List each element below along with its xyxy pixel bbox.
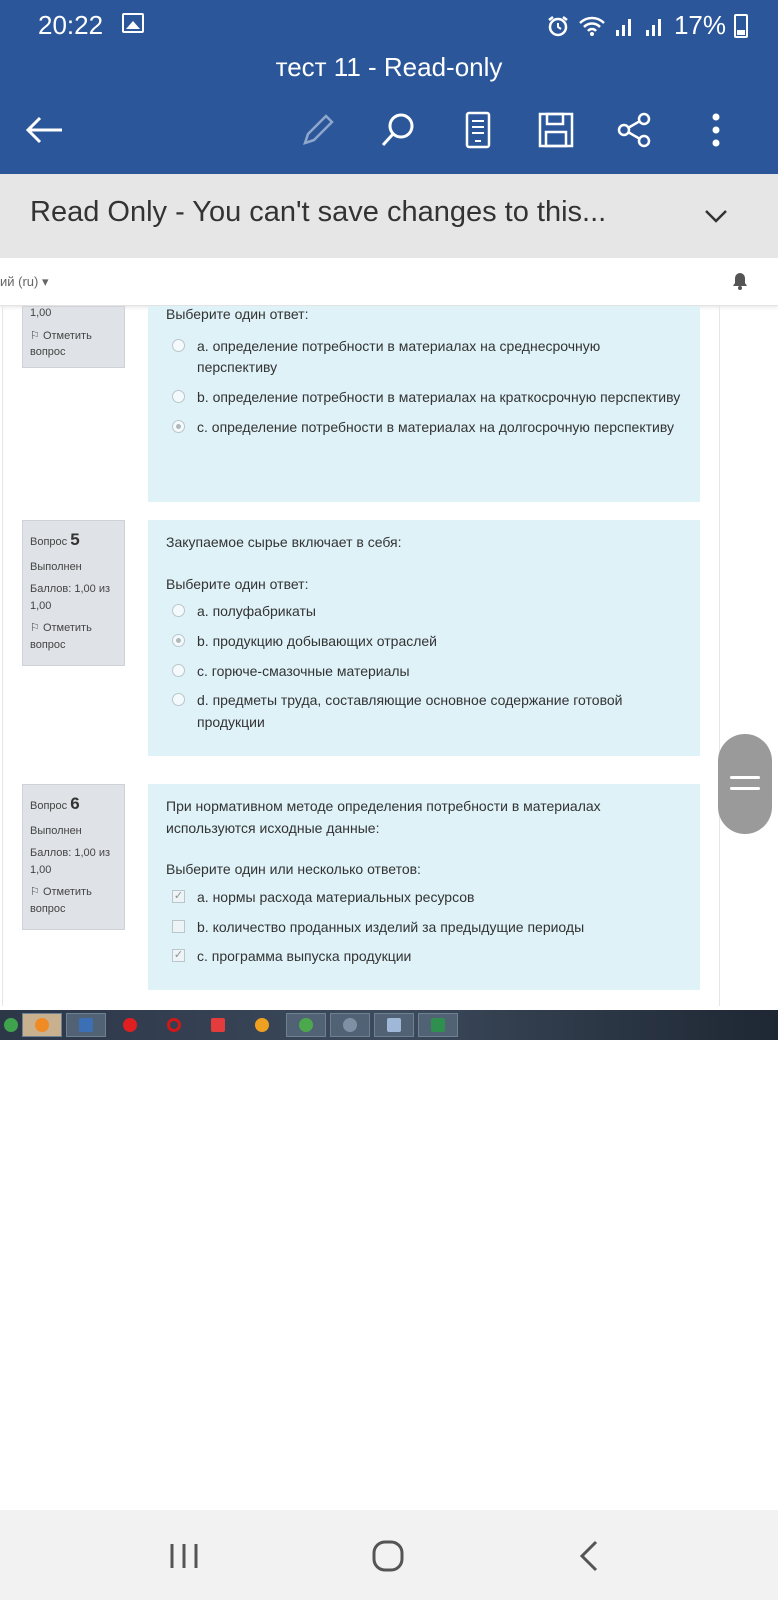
- question-label: Вопрос: [30, 536, 68, 548]
- save-button[interactable]: [534, 108, 578, 152]
- question-box-4: [148, 306, 700, 502]
- status-icons: [546, 10, 748, 41]
- radio-button[interactable]: [172, 339, 185, 352]
- search-icon: [379, 111, 417, 149]
- back-arrow-icon: [24, 115, 64, 145]
- edit-button[interactable]: [296, 108, 340, 152]
- radio-button-checked[interactable]: [172, 420, 185, 433]
- excel-icon: [431, 1018, 445, 1032]
- question-box-5: [148, 520, 700, 756]
- answer-text: a. полуфабрикаты: [197, 603, 316, 620]
- app-icon: [35, 1018, 49, 1032]
- back-nav-icon[interactable]: [570, 1538, 610, 1574]
- taskbar-app-5: [198, 1013, 238, 1037]
- scroll-handle[interactable]: [718, 734, 772, 834]
- wifi-icon: [578, 15, 606, 37]
- recent-apps-icon[interactable]: [164, 1538, 204, 1574]
- answer-option[interactable]: [172, 631, 682, 653]
- language-bar: [0, 258, 778, 306]
- question-text: При нормативном методе определения потребности в материалах используются исходные данные:: [166, 798, 601, 836]
- navigation-bar: [0, 1510, 778, 1600]
- battery-icon: [734, 14, 748, 38]
- question-score: Баллов: 1,00 из 1,00: [30, 847, 111, 876]
- radio-button[interactable]: [172, 390, 185, 403]
- question-text: Закупаемое сырье включает в себя:: [166, 534, 402, 550]
- radio-button[interactable]: [172, 693, 185, 706]
- read-only-text: Read Only - You can't save changes to this...: [30, 196, 607, 228]
- question-score: Баллов: 1,00 из 1,00: [30, 583, 111, 612]
- page-border-right: [719, 306, 720, 1006]
- radio-button[interactable]: [172, 664, 185, 677]
- flag-question-5[interactable]: [30, 620, 117, 653]
- taskbar-app-1: [22, 1013, 62, 1037]
- embedded-screenshot: [0, 258, 778, 1038]
- flag-question-4[interactable]: [30, 328, 117, 361]
- alarm-icon: [546, 14, 570, 38]
- question-info-6: [22, 784, 125, 930]
- answer-text: a. определение потребности в материалах на среднесрочную перспективу: [197, 337, 601, 376]
- answer-option[interactable]: [172, 601, 682, 623]
- mobile-view-button[interactable]: [456, 108, 500, 152]
- question-label: Вопрос: [30, 800, 68, 812]
- answer-option[interactable]: [172, 946, 682, 968]
- language-label: ий (ru): [0, 274, 39, 289]
- read-only-notice[interactable]: [0, 174, 778, 258]
- app-bar: [0, 0, 778, 174]
- taskbar-app-3: [110, 1013, 150, 1037]
- signal-icon-1: [614, 15, 636, 37]
- taskbar-app-9: [374, 1013, 414, 1037]
- answer-text: a. нормы расхода материальных ресурсов: [197, 889, 475, 906]
- answer-option[interactable]: [172, 917, 682, 939]
- answer-text: b. определение потребности в материалах на краткосрочную перспективу: [197, 389, 681, 406]
- answer-prompt: Выберите один или несколько ответов:: [166, 861, 421, 878]
- signal-icon-2: [644, 15, 666, 37]
- answer-text: c. программа выпуска продукции: [197, 948, 412, 965]
- windows-taskbar: [0, 1010, 778, 1040]
- share-button[interactable]: [612, 108, 656, 152]
- question-info-5: [22, 520, 125, 666]
- taskbar-app-6: [242, 1013, 282, 1037]
- opera-icon: [123, 1018, 137, 1032]
- answer-text: b. продукцию добывающих отраслей: [197, 633, 438, 650]
- question-box-6: [148, 784, 700, 990]
- pencil-icon: [299, 111, 337, 149]
- app-2-icon: [255, 1018, 269, 1032]
- flag-label: Отметить вопрос: [30, 622, 92, 651]
- question-state: Выполнен: [30, 824, 82, 837]
- taskbar-app-2: [66, 1013, 106, 1037]
- answer-text: c. горюче-смазочные материалы: [197, 662, 410, 679]
- radio-button[interactable]: [172, 604, 185, 617]
- search-button[interactable]: [376, 108, 420, 152]
- taskbar-app-4: [154, 1013, 194, 1037]
- question-state: Выполнен: [30, 560, 82, 573]
- page-border-left: [2, 306, 3, 1006]
- yandex-icon: [211, 1018, 225, 1032]
- language-selector[interactable]: [0, 274, 49, 290]
- flag-label: Отметить вопрос: [30, 329, 92, 358]
- taskbar-app-8: [330, 1013, 370, 1037]
- answer-option[interactable]: [172, 417, 682, 439]
- question-number-value: 5: [70, 530, 80, 549]
- caret-down-icon: ▾: [41, 274, 49, 289]
- checkbox-checked[interactable]: ✓: [173, 949, 184, 962]
- document-title: тест 11 - Read-only: [275, 52, 503, 82]
- bell-icon: [732, 272, 748, 290]
- answer-option[interactable]: [172, 336, 682, 379]
- flag-question-6[interactable]: [30, 884, 117, 917]
- more-vertical-icon: [711, 113, 721, 147]
- answer-option[interactable]: [172, 690, 682, 733]
- question-number: [30, 791, 117, 817]
- back-button[interactable]: [22, 108, 66, 152]
- taskbar-app-7: [286, 1013, 326, 1037]
- explorer-icon: [387, 1018, 401, 1032]
- answer-prompt: Выберите один ответ:: [166, 306, 309, 322]
- taskbar-app-10: [418, 1013, 458, 1037]
- gallery-notification-icon: [122, 13, 144, 33]
- more-options-button[interactable]: [694, 108, 738, 152]
- flag-label: Отметить вопрос: [30, 886, 92, 915]
- question-number: [30, 527, 117, 553]
- answer-option[interactable]: [172, 661, 682, 683]
- flag-icon: ⚐: [30, 886, 40, 898]
- home-icon[interactable]: [368, 1538, 408, 1574]
- mobile-view-icon: [463, 111, 493, 149]
- share-icon: [615, 111, 653, 149]
- opera-alt-icon: [167, 1018, 181, 1032]
- chevron-down-icon[interactable]: [698, 198, 734, 234]
- flag-icon: ⚐: [30, 329, 40, 342]
- answer-option[interactable]: [172, 887, 682, 909]
- app-w-icon: [343, 1018, 357, 1032]
- question-info-4: [22, 306, 125, 368]
- status-time: 20:22: [38, 10, 104, 40]
- save-icon: [537, 111, 575, 149]
- chrome-icon: [4, 1018, 18, 1032]
- answer-text: c. определение потребности в материалах на долгосрочную перспективу: [197, 418, 674, 435]
- battery-percent: 17%: [673, 10, 726, 40]
- radio-button-checked[interactable]: [172, 634, 185, 647]
- question-number-value: 6: [70, 794, 80, 813]
- answer-text: b. количество проданных изделий за предыдущие периоды: [197, 918, 585, 935]
- answer-option[interactable]: [172, 387, 682, 409]
- torrent-icon: [299, 1018, 313, 1032]
- flag-icon: ⚐: [30, 622, 40, 634]
- answer-prompt: Выберите один ответ:: [166, 575, 309, 592]
- answer-text: d. предметы труда, составляющие основное содержание готовой продукции: [197, 692, 623, 731]
- checkbox-checked[interactable]: ✓: [173, 890, 184, 903]
- checkbox[interactable]: [172, 920, 185, 933]
- word-icon: [79, 1018, 93, 1032]
- question-score-partial: 1,00: [30, 307, 52, 319]
